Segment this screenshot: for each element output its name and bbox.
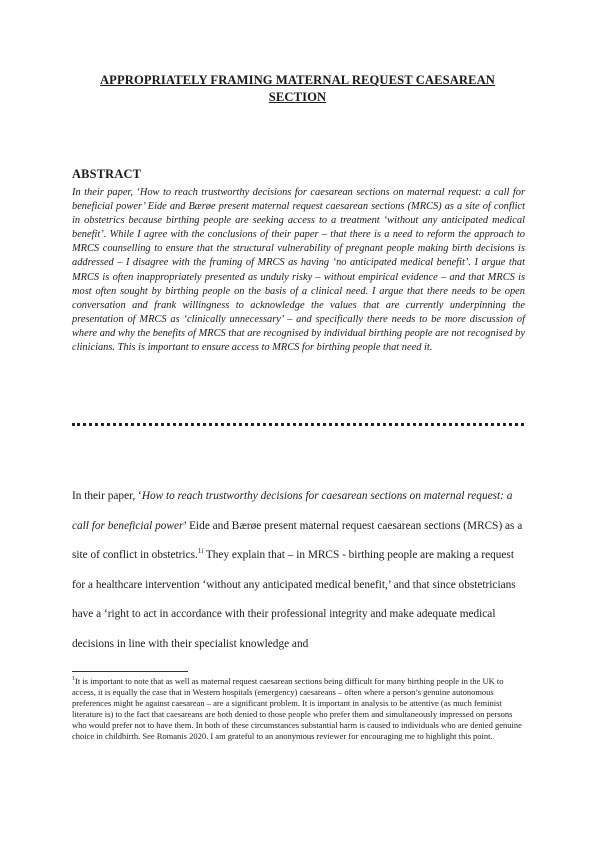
abstract-text: In their paper, ‘How to reach trustworthy decisions for caesarean sections on maternal request: a call for beneficial power’ Eide and Bærøe present maternal request caesarean sections (MRCS) as a site of conflict in obstetrics because birthing people are seeking access to a treatment ‘without any anticipated medical benefit’. While I agree with the conclusions of their paper – that there is a need to reform the approach to MRCS counselling to ensure that the structural vulnerability of pregnant people making birth decisions is addressed – I disagree with the framing of MRCS as having ‘no anticipated medical benefit’. I argue that MRCS is often inappropriately presented as unduly risky – without empirical evidence – and that MRCS is most often sought by birthing people on the basis of a clinical need. I argue that there needs to be open conversation and frank willingness to acknowledge the values that are currently underpinning the presentation of MRCS as ‘clinically unnecessary’ – and specifically there needs to be more discussion of where and why the benefits of MRCS that are recognised by individual birthing people are not recognised by clinicians. This is important to ensure access to MRCS for birthing people that need it. — [72, 187, 525, 354]
footnote-rule — [72, 671, 188, 672]
body-tail: They explain that – in MRCS - birthing people are making a request for a healthcare intervention ‘without any anticipated medical benefit,’ and that since obstetricians have a ‘right to act in accordance with their professional integrity and make adequate medical decisions in line with their specialist knowledge and — [72, 549, 516, 650]
footnote-reference[interactable]: 1i — [197, 547, 204, 556]
body-mid: ’ Eide and Bærøe present maternal request caesarean sections (MRCS) as a site of conflict in obstetrics. — [72, 519, 523, 562]
footnote — [72, 676, 526, 741]
footnote-text: It is important to note that as well as maternal request caesarean sections being difficult for many birthing people in the UK to access, it is equally the case that in Western hospitals (emergency) caesareans – often where a person’s genuine autonomous preferences might be against caesarean – are a significant problem. It is important in analysis to be attentive (as much feminist literature is) to the fact that caesareans are both denied to those people who prefer them and simultaneously impressed on persons who would prefer not to have them. In both of these circumstances substantial harm is caused to individuals who are denied genuine choice in childbirth. See Romanis 2020. I am grateful to an anonymous reviewer for encouraging me to highlight this point. — [72, 676, 522, 741]
body-paragraph — [72, 482, 526, 660]
paper-title-citation: How to reach trustworthy decisions for caesarean sections on maternal request: a call for beneficial power — [72, 490, 513, 532]
paper-title: APPROPRIATELY FRAMING MATERNAL REQUEST CAESAREAN SECTION — [99, 73, 495, 104]
abstract-heading: ABSTRACT — [72, 167, 142, 181]
footnote-mark: 1 — [72, 676, 75, 683]
body-lead: In their paper, ‘ — [72, 490, 142, 502]
section-divider — [72, 423, 524, 426]
